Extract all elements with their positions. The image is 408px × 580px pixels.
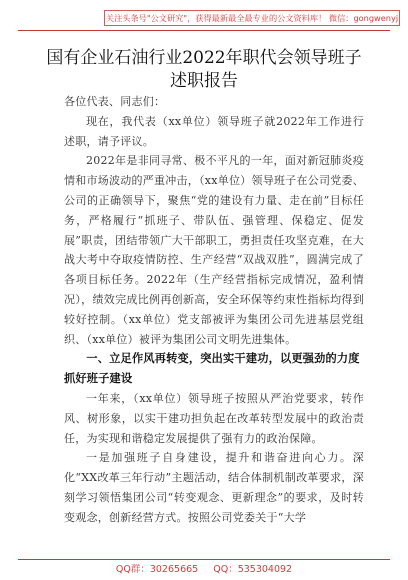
body-paragraph: 现在，我代表（xx单位）领导班子就2022年工作进行述职，请予评议。 [64, 114, 364, 148]
body-paragraph: 一是加强班子自身建设，提升和谐奋进向心力。深化“XX改革三年行动”主题活动，结合体制机制改革要求，深刻学习领悟集团公司“转变观念、更新理念”的要求，及时转变观念，创新经营方式。按照公司党委关于“大学 [64, 451, 364, 524]
document-title: 国有企业石油行业2022年职代会领导班子述职报告 [46, 48, 362, 91]
body-paragraph: 一年来，（xx单位）领导班子按照从严治党要求，转作风、树形象，以实干建功担负起在改革转型发展中的政治责任，为实现和谐稳定发展提供了强有力的政治保障。 [64, 391, 364, 445]
footer-qq-group: QQ群：30265665 [115, 564, 199, 575]
footer [0, 561, 408, 575]
salutation: 各位代表、同志们： [64, 95, 166, 108]
body-paragraph: 2022年是非同寻常、极不平凡的一年，面对新冠肺炎疫情和市场波动的严重冲击，（xx单位）领导班子在公司党委、公司的正确领导下，聚焦“党的建设有力量、走在前”目标任务，严格履行“抓班子、带队伍、强管理、保稳定、促发展”职责，团结带领广大干部职工，勇担责任攻坚克难，在大战大考中夺取疫情防控、生产经营“双战双胜”，圆满完成了各项目标任务。2022年（生产经营指标完成情况，盈利情况），绩效完成比例再创新高，安全环保等约束性指标均得到较好控制。（xx单位）党支部被评为集团公司先进基层党组织、（xx单位）被评为集团公司文明先进集体。 [64, 154, 364, 346]
top-banner: 关注头条号"公文研究"，获得最新最全最专业的公文资料库！ 微信：gongwenyj [104, 10, 400, 26]
footer-divider [18, 559, 390, 560]
section-heading: 一、立足作风再转变，突出实干建功，以更强劲的力度抓好班子建设 [64, 352, 360, 386]
footer-qq: QQ：535304092 [213, 564, 293, 575]
header-divider [18, 30, 390, 31]
document-body [64, 92, 364, 528]
